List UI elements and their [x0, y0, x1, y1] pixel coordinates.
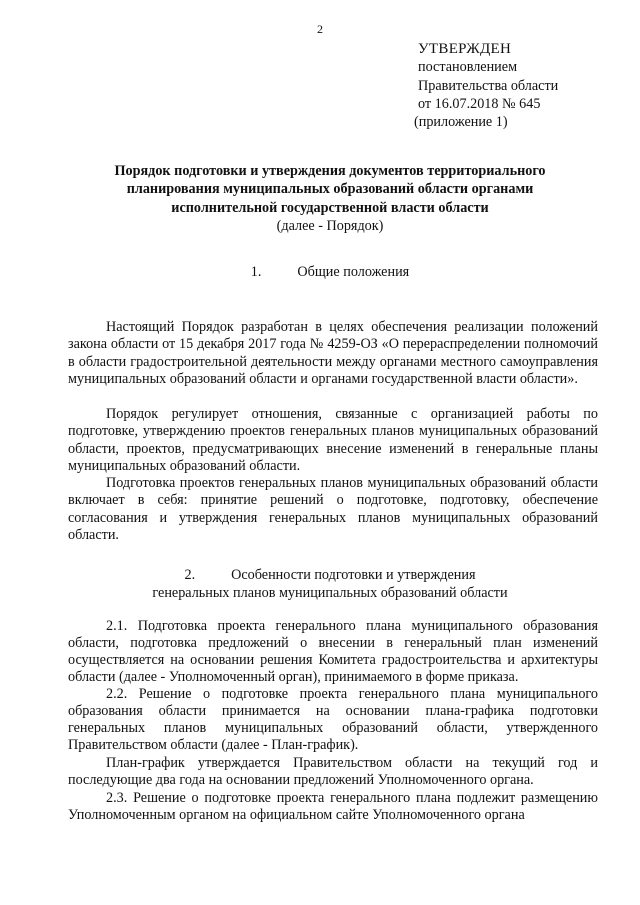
title-line: Порядок подготовки и утверждения документов территориального: [114, 163, 546, 179]
paragraph: План-график утверждается Правительством области на текущий год и последующие два года на основании предложений Уполномоченного органа.: [68, 755, 598, 789]
section-title: Общие положения: [297, 264, 410, 280]
paragraph: 2.2. Решение о подготовке проекта генерального плана муниципального образования области принимается на основании плана-графика подготовки генеральных планов муниципальных образований области, утвержденного Правительством области (далее - План-график).: [68, 686, 598, 754]
section-number: 2.: [184, 567, 196, 583]
paragraph: Порядок регулирует отношения, связанные с организацией работы по подготовке, утверждению проектов генеральных планов муниципальных образований области, проектов, предусматривающих внесение изменений в генеральные планы муниципальных образований области.: [68, 406, 598, 475]
approval-line: постановлением: [418, 59, 518, 76]
title-line: исполнительной государственной власти области: [171, 199, 489, 216]
paragraph: Настоящий Порядок разработан в целях обеспечения реализации положений закона области от 15 декабря 2017 года № 4259-ОЗ «О перераспределении полномочий в области градостроительной деятельности между органами местного самоуправления муниципальных образований области и органами государственной власти области».: [68, 319, 598, 388]
title-line: планирования муниципальных образований области органами: [126, 181, 534, 198]
approval-heading: УТВЕРЖДЕН: [418, 41, 512, 57]
approval-date: от 16.07.2018 № 645: [418, 95, 541, 112]
approval-appendix: (приложение 1): [414, 114, 508, 131]
section-title: Особенности подготовки и утверждения: [231, 567, 476, 583]
section-1-heading: [60, 264, 600, 282]
section-title: генеральных планов муниципальных образований области: [152, 584, 508, 601]
title-subtitle: (далее - Порядок): [276, 217, 384, 234]
paragraph: 2.3. Решение о подготовке проекта генерального плана подлежит размещению Уполномоченным органом на официальном сайте Уполномоченного органа: [68, 790, 598, 824]
page-number: 2: [317, 22, 323, 36]
section-number: 1.: [250, 264, 262, 280]
approval-line: Правительства области: [418, 77, 559, 94]
approval-stamp: [414, 40, 559, 131]
paragraph: 2.1. Подготовка проекта генерального плана муниципального образования области, подготовка предложений о внесении в генеральный план изменений осуществляется на основании решения Комитета градостроительства и архитектуры области (далее - Уполномоченный орган), принимаемого в форме приказа.: [68, 618, 598, 686]
paragraph: Подготовка проектов генеральных планов муниципальных образований области включает в себя: принятие решений о подготовке, подготовку, обеспечение согласования и утверждения генеральных планов муниципальных образований области.: [68, 475, 598, 544]
document-title: [60, 162, 600, 235]
section-2-heading: [60, 567, 600, 602]
